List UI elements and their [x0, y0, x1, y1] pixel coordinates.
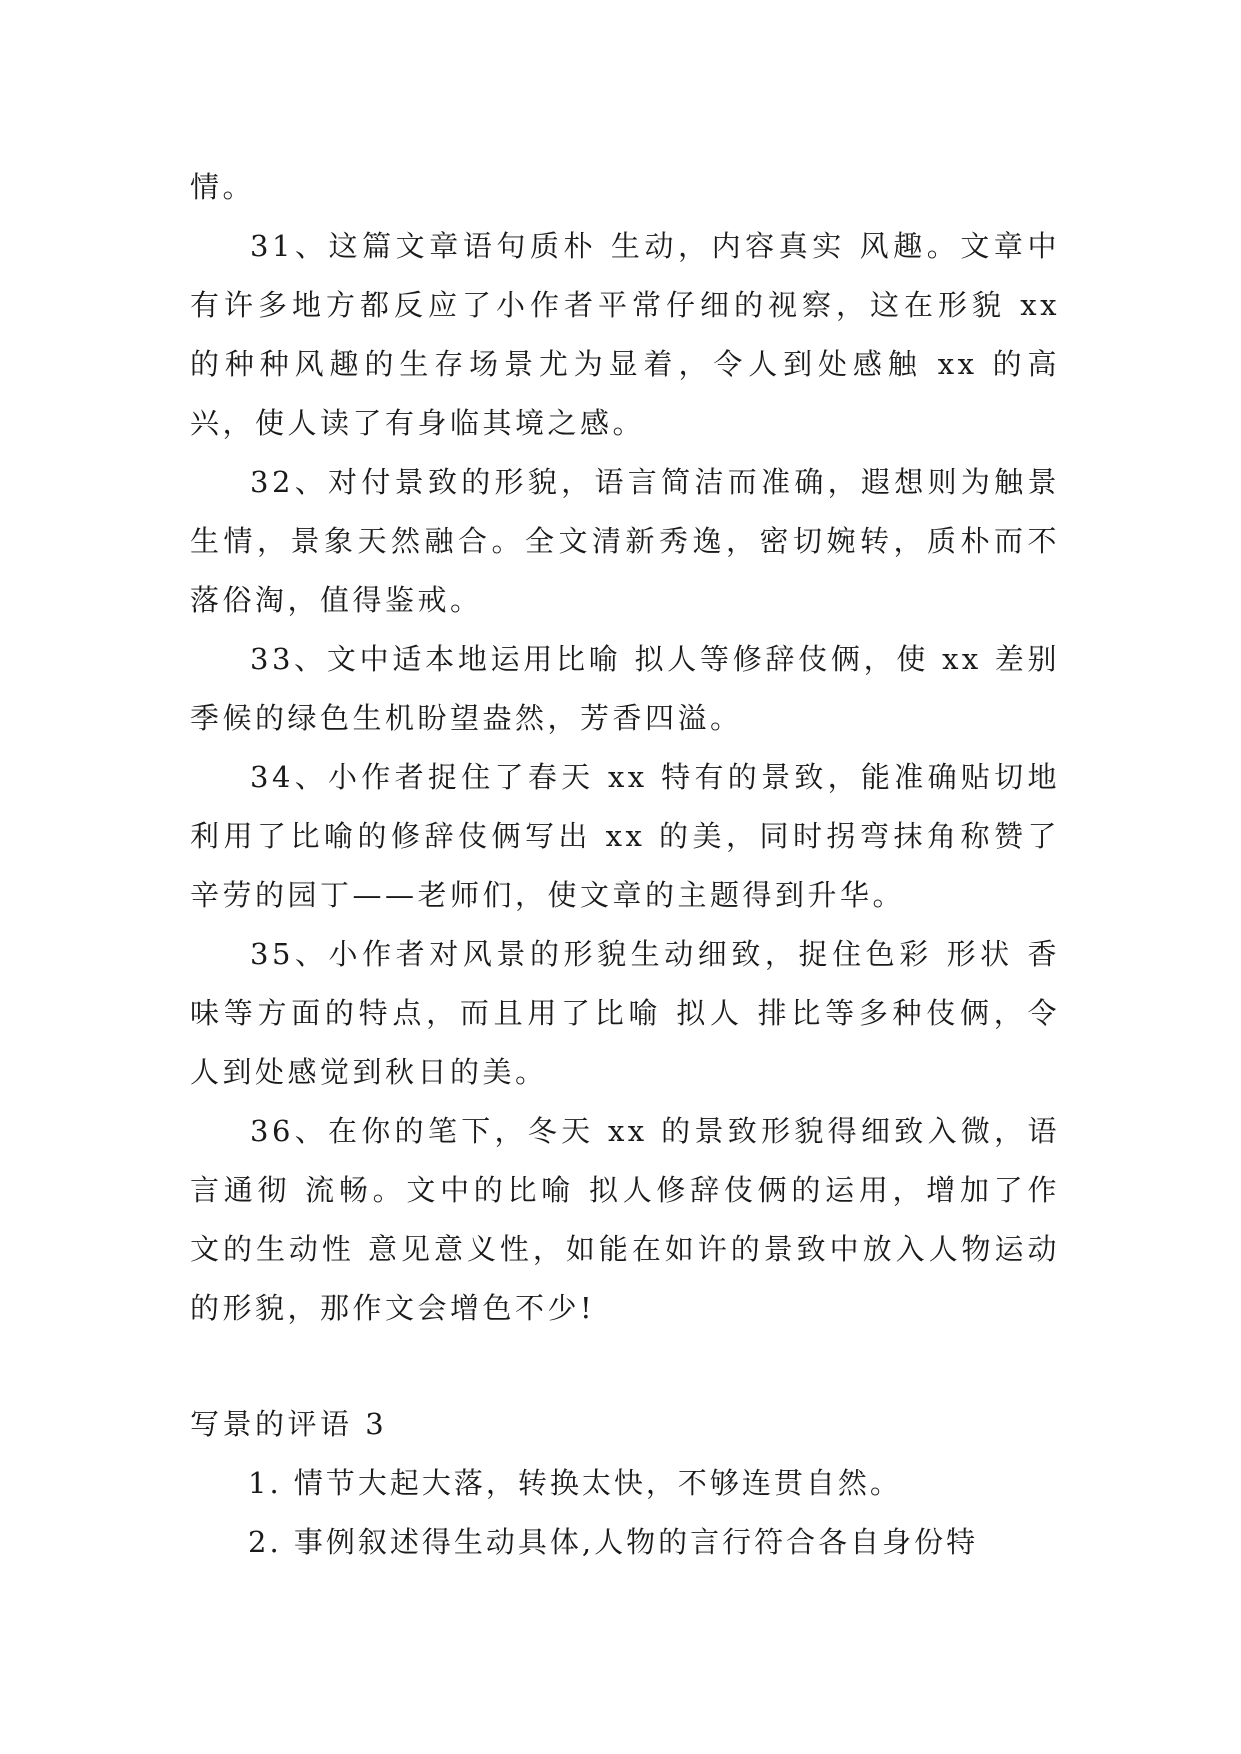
- comment-33: 33、文中适本地运用比喻 拟人等修辞伎俩，使 xx 差别季候的绿色生机盼望盎然，芳香四溢。: [190, 642, 1060, 735]
- comment-34: 34、小作者捉住了春天 xx 特有的景致，能准确贴切地利用了比喻的修辞伎俩写出 xx 的美，同时拐弯抹角称赞了辛劳的园丁——老师们，使文章的主题得到升华。: [190, 760, 1060, 912]
- list-item-1: 1. 情节大起大落，转换太快，不够连贯自然。: [248, 1466, 902, 1500]
- comment-32: 32、对付景致的形貌，语言简洁而准确，遐想则为触景生情，景象天然融合。全文清新秀逸，密切婉转，质朴而不落俗淘，值得鉴戒。: [190, 465, 1060, 617]
- paragraph-continuation: 情。: [190, 170, 256, 204]
- list-item-2: 2. 事例叙述得生动具体,人物的言行符合各自身份特: [248, 1525, 979, 1559]
- comment-35: 35、小作者对风景的形貌生动细致，捉住色彩 形状 香味等方面的特点，而且用了比喻 拟人 排比等多种伎俩，令人到处感觉到秋日的美。: [190, 937, 1060, 1089]
- section-heading: 写景的评语 3: [190, 1407, 388, 1441]
- comment-36: 36、在你的笔下，冬天 xx 的景致形貌得细致入微，语言通彻 流畅。文中的比喻 拟人修辞伎俩的运用，增加了作文的生动性 意见意义性，如能在如许的景致中放入人物运动的形貌，那作文会增色不少!: [190, 1114, 1060, 1325]
- comment-31: 31、这篇文章语句质朴 生动，内容真实 风趣。文章中有许多地方都反应了小作者平常仔细的视察，这在形貌 xx 的种种风趣的生存场景尤为显着，令人到处感触 xx 的高兴，使人读了有身临其境之感。: [190, 229, 1060, 440]
- document-body: [190, 158, 1060, 1572]
